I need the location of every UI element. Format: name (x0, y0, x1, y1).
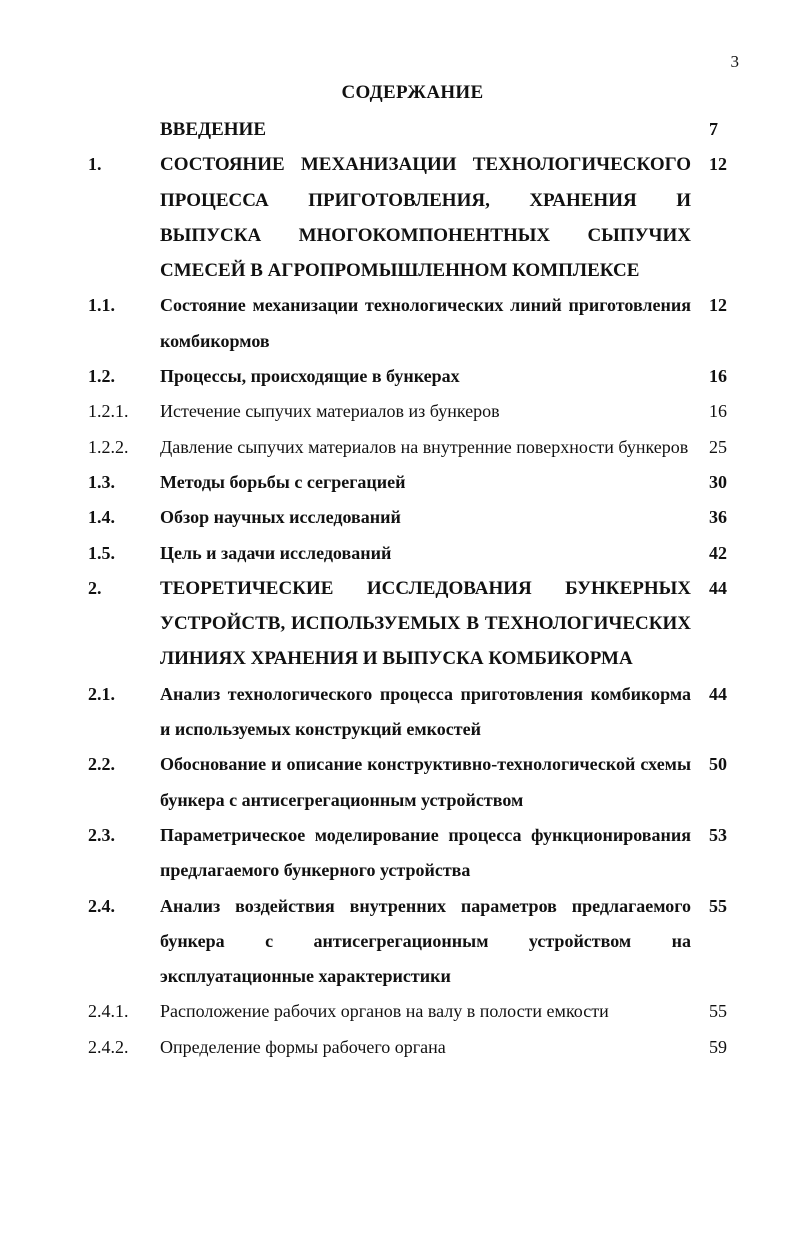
entry-number: 1.3. (88, 471, 115, 492)
entry-page: 42 (709, 542, 727, 563)
entry-title: Определение формы рабочего органа (160, 1036, 446, 1057)
entry-page: 53 (709, 824, 727, 845)
entry-page: 44 (709, 577, 727, 598)
entry-title: Состояние механизации технологических линий приготовления комбикормов (160, 295, 691, 351)
toc-entry-2-2 (0, 747, 795, 818)
entry-page: 7 (709, 119, 718, 139)
entry-title: ВВЕДЕНИЕ (160, 119, 266, 140)
entry-number: 2.4.1. (88, 1001, 129, 1022)
toc-entry-1-2-1 (0, 394, 795, 429)
entry-title: ТЕОРЕТИЧЕСКИЕ ИССЛЕДОВАНИЯ БУНКЕРНЫХ УСТРОЙСТВ, ИСПОЛЬЗУЕМЫХ В ТЕХНОЛОГИЧЕСКИХ ЛИНИЯХ ХРАНЕНИЯ И ВЫПУСКА КОМБИКОРМА (160, 577, 691, 670)
entry-number: 1.1. (88, 295, 115, 316)
toc-entry-1-2 (0, 359, 795, 394)
entry-title: Методы борьбы с сегрегацией (160, 471, 406, 492)
entry-page: 25 (709, 436, 727, 457)
toc-entry-introduction (0, 112, 795, 147)
toc-entry-1-3 (0, 465, 795, 500)
toc-title: СОДЕРЖАНИЕ (341, 82, 484, 103)
entry-number: 2.2. (88, 754, 115, 775)
entry-title: СОСТОЯНИЕ МЕХАНИЗАЦИИ ТЕХНОЛОГИЧЕСКОГО ПРОЦЕССА ПРИГОТОВЛЕНИЯ, ХРАНЕНИЯ И ВЫПУСКА МНОГОКОМПОНЕНТНЫХ СЫПУЧИХ СМЕСЕЙ В АГРОПРОМЫШЛЕННОМ КОМПЛЕКСЕ (160, 154, 691, 282)
toc-entry-2 (0, 571, 795, 677)
entry-number: 2.1. (88, 683, 115, 704)
toc-entry-1-2-2 (0, 430, 795, 465)
toc-entry-1-5 (0, 536, 795, 571)
entry-page: 30 (709, 471, 727, 492)
toc-entry-2-1 (0, 677, 795, 748)
entry-number: 1.5. (88, 542, 115, 563)
entry-page: 55 (709, 895, 727, 916)
entry-page: 12 (709, 154, 727, 175)
entry-number: 1.2.1. (88, 401, 129, 422)
toc-entry-2-3 (0, 818, 795, 889)
entry-page: 36 (709, 507, 727, 528)
entry-number: 1.4. (88, 507, 115, 528)
toc-entry-1-1 (0, 288, 795, 359)
entry-number: 2.3. (88, 824, 115, 845)
entry-title: Давление сыпучих материалов на внутренние поверхности бункеров (160, 436, 689, 457)
entry-title: Анализ воздействия внутренних параметров предлагаемого бункера с антисегрегационным устройством на эксплуатационные характеристики (160, 895, 691, 987)
entry-title: Истечение сыпучих материалов из бункеров (160, 401, 500, 422)
entry-number: 2.4.2. (88, 1036, 129, 1057)
entry-number: 2. (88, 577, 102, 598)
entry-page: 16 (709, 401, 727, 422)
entry-title: Параметрическое моделирование процесса функционирования предлагаемого бункерного устройства (160, 824, 691, 881)
table-of-contents (0, 112, 795, 1065)
toc-entry-2-4 (0, 889, 795, 995)
entry-page: 50 (709, 754, 727, 775)
entry-page: 12 (709, 295, 727, 316)
entry-title: Анализ технологического процесса приготовления комбикорма и используемых конструкций емкостей (160, 683, 691, 740)
entry-number: 2.4. (88, 895, 115, 916)
entry-page: 44 (709, 683, 727, 704)
entry-title: Расположение рабочих органов на валу в полости емкости (160, 1001, 609, 1022)
entry-page: 55 (709, 1001, 727, 1022)
page-number: 3 (730, 52, 739, 71)
entry-page: 16 (709, 366, 727, 387)
entry-number: 1. (88, 154, 102, 175)
entry-title: Цель и задачи исследований (160, 542, 392, 563)
toc-entry-2-4-2 (0, 1030, 795, 1065)
toc-entry-2-4-1 (0, 994, 795, 1029)
toc-entry-1 (0, 147, 795, 288)
toc-entry-1-4 (0, 500, 795, 535)
entry-title: Обзор научных исследований (160, 507, 401, 528)
entry-title: Процессы, происходящие в бункерах (160, 366, 460, 387)
entry-number: 1.2. (88, 366, 115, 387)
entry-title: Обоснование и описание конструктивно-технологической схемы бункера с антисегрегационным устройством (160, 754, 691, 810)
entry-page: 59 (709, 1036, 727, 1057)
entry-number: 1.2.2. (88, 436, 129, 457)
